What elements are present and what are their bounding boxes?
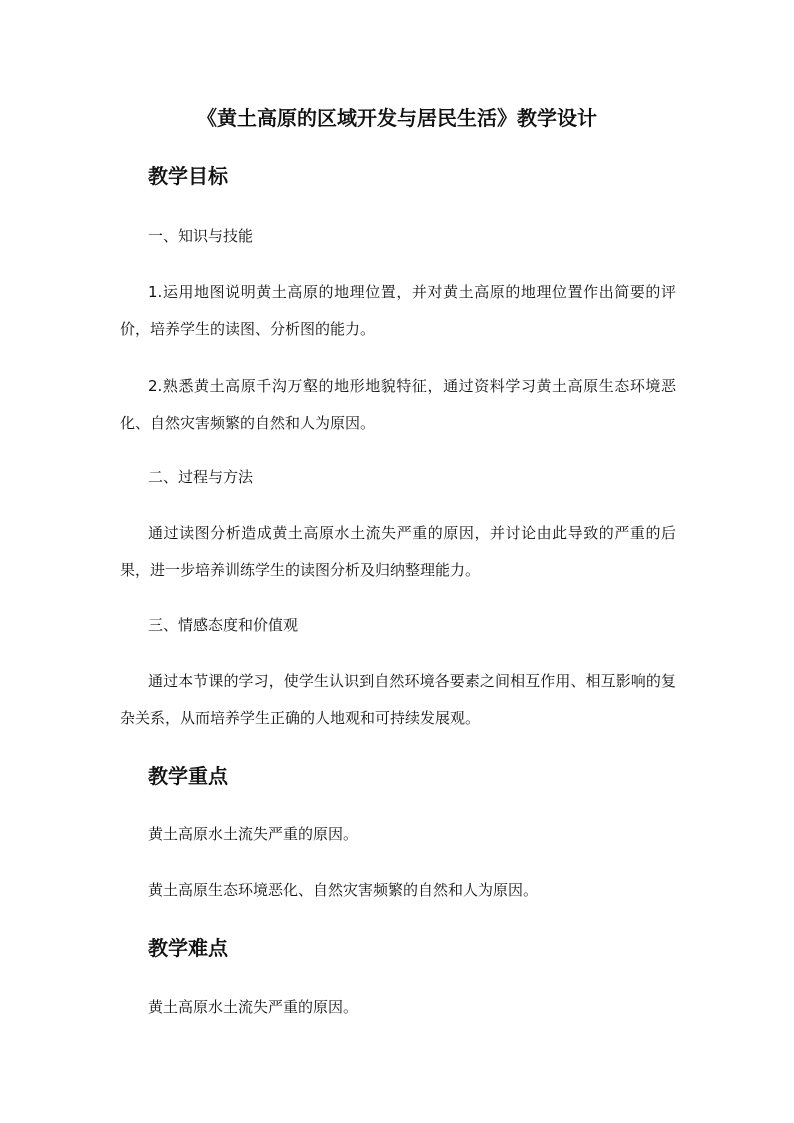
section-heading-key-points: 教学重点 — [148, 764, 228, 788]
paragraph-attitude: 通过本节课的学习，使学生认识到自然环境各要素之间相互作用、相互影响的复杂关系，从而培养学生正确的人地观和可持续发展观。 — [120, 672, 676, 727]
subheading-process: 二、过程与方法 — [148, 468, 254, 486]
paragraph-process: 通过读图分析造成黄土高原水土流失严重的原因，并讨论由此导致的严重的后果，进一步培养训练学生的读图分析及归纳整理能力。 — [120, 524, 676, 579]
subheading-knowledge: 一、知识与技能 — [148, 227, 254, 245]
paragraph-knowledge-item2: 2.熟悉黄土高原千沟万壑的地形地貌特征，通过资料学习黄土高原生态环境恶化、自然灾害频繁的自然和人为原因。 — [120, 377, 676, 432]
paragraph-knowledge-item1: 1.运用地图说明黄土高原的地理位置，并对黄土高原的地理位置作出简要的评价，培养学生的读图、分析图的能力。 — [120, 283, 676, 338]
subheading-attitude: 三、情感态度和价值观 — [148, 616, 299, 634]
key-point-line1: 黄土高原水土流失严重的原因。 — [148, 825, 359, 843]
document-title: 《黄土高原的区域开发与居民生活》教学设计 — [197, 106, 597, 130]
section-heading-objectives: 教学目标 — [148, 164, 228, 188]
section-heading-difficulties: 教学难点 — [148, 936, 228, 960]
key-point-line2: 黄土高原生态环境恶化、自然灾害频繁的自然和人为原因。 — [148, 881, 539, 899]
difficulty-line1: 黄土高原水土流失严重的原因。 — [148, 998, 359, 1016]
